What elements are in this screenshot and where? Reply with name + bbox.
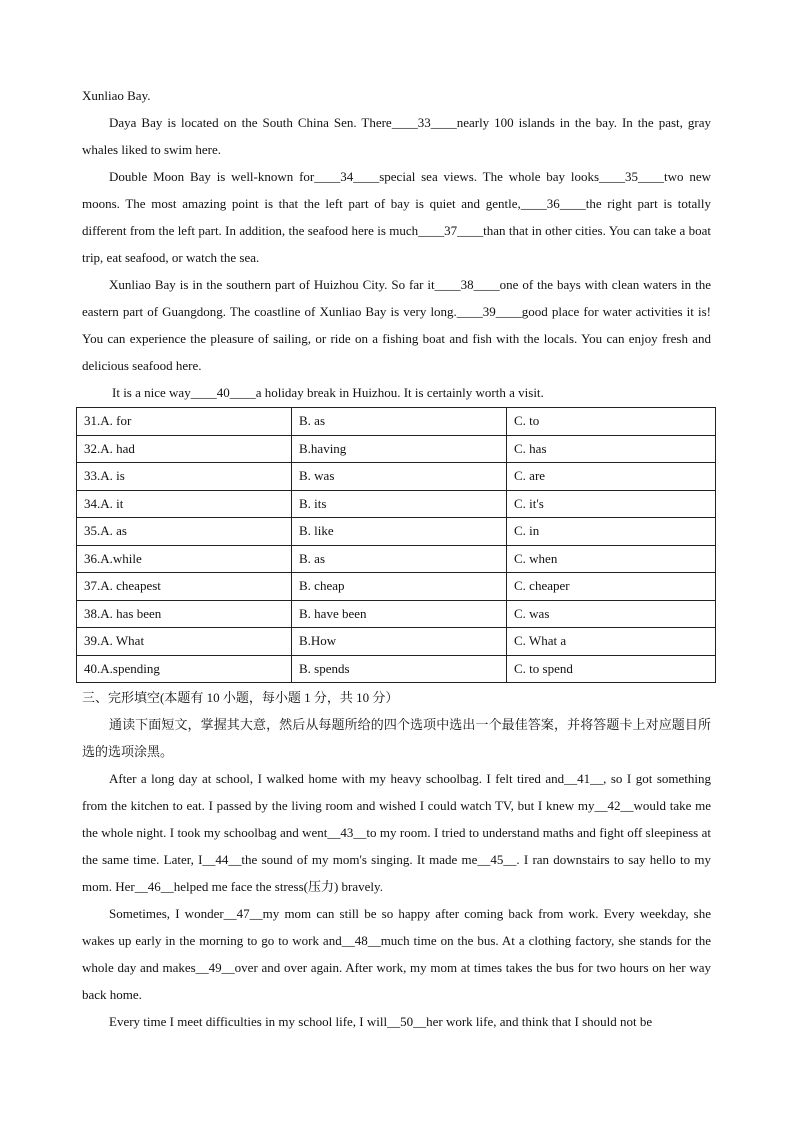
option-cell: B. was xyxy=(292,463,507,491)
options-table xyxy=(76,407,716,683)
option-cell: C. was xyxy=(507,600,716,628)
option-cell: B. its xyxy=(292,490,507,518)
option-cell: 38.A. has been xyxy=(77,600,292,628)
option-cell: B. like xyxy=(292,518,507,546)
table-row xyxy=(77,463,716,491)
option-cell: C. to spend xyxy=(507,655,716,683)
option-cell: C. cheaper xyxy=(507,573,716,601)
passage-paragraph: It is a nice way____40____a holiday break in Huizhou. It is certainly worth a visit. xyxy=(112,385,544,400)
option-cell: 32.A. had xyxy=(77,435,292,463)
option-cell: C. are xyxy=(507,463,716,491)
option-cell: 40.A.spending xyxy=(77,655,292,683)
option-cell: C. to xyxy=(507,408,716,436)
option-cell: C. has xyxy=(507,435,716,463)
option-cell: 39.A. What xyxy=(77,628,292,656)
passage-paragraph: Daya Bay is located on the South China Sen. There____33____nearly 100 islands in the bay. In the past, gray whales liked to swim here. xyxy=(82,115,711,157)
section-instruction: 通读下面短文，掌握其大意，然后从每题所给的四个选项中选出一个最佳答案，并将答题卡上对应题目所选的选项涂黑。 xyxy=(82,717,711,759)
passage-paragraph: Double Moon Bay is well-known for____34____special sea views. The whole bay looks____35____two new moons. The most amazing point is that the left part of bay is quiet and gentle,____36____the right part is totally different from the left part. In addition, the seafood here is much____37____than that in other cities. You can take a boat trip, eat seafood, or watch the sea. xyxy=(82,169,711,265)
passage-paragraph: Sometimes, I wonder__47__my mom can still be so happy after coming back from work. Every weekday, she wakes up early in the morning to go to work and__48__much time on the bus. At a clothing factory, she stands for the whole day and makes__49__over and over again. After work, my mom at times takes the bus for two hours on her way back home. xyxy=(82,906,711,1002)
option-cell: 34.A. it xyxy=(77,490,292,518)
table-row xyxy=(77,573,716,601)
option-cell: B. as xyxy=(292,408,507,436)
option-cell: C. when xyxy=(507,545,716,573)
option-cell: B.having xyxy=(292,435,507,463)
table-row xyxy=(77,408,716,436)
options-table-body xyxy=(77,408,716,683)
option-cell: 33.A. is xyxy=(77,463,292,491)
table-row xyxy=(77,518,716,546)
table-row xyxy=(77,628,716,656)
option-cell: 31.A. for xyxy=(77,408,292,436)
option-cell: B.How xyxy=(292,628,507,656)
option-cell: B. have been xyxy=(292,600,507,628)
table-row xyxy=(77,655,716,683)
option-cell: C. it's xyxy=(507,490,716,518)
passage-paragraph: Xunliao Bay is in the southern part of Huizhou City. So far it____38____one of the bays with clean waters in the eastern part of Guangdong. The coastline of Xunliao Bay is very long.____39____good place for water activities it is! You can experience the pleasure of sailing, or ride on a fishing boat and fish with the locals. You can enjoy fresh and delicious seafood here. xyxy=(82,277,711,373)
option-cell: B. cheap xyxy=(292,573,507,601)
option-cell: B. spends xyxy=(292,655,507,683)
option-cell: C. in xyxy=(507,518,716,546)
option-cell: B. as xyxy=(292,545,507,573)
table-row xyxy=(77,600,716,628)
table-row xyxy=(77,435,716,463)
document-content xyxy=(82,82,711,1035)
option-cell: C. What a xyxy=(507,628,716,656)
passage-paragraph: Xunliao Bay. xyxy=(82,88,151,103)
table-row xyxy=(77,545,716,573)
option-cell: 35.A. as xyxy=(77,518,292,546)
option-cell: 37.A. cheapest xyxy=(77,573,292,601)
passage-paragraph: Every time I meet difficulties in my school life, I will__50__her work life, and think that I should not be xyxy=(109,1014,653,1029)
option-cell: 36.A.while xyxy=(77,545,292,573)
passage-paragraph: After a long day at school, I walked home with my heavy schoolbag. I felt tired and__41__, so I got something from the kitchen to eat. I passed by the living room and wished I could watch TV, but I knew my__42__would take me the whole night. I took my schoolbag and went__43__to my room. I tried to understand maths and fight off sleepiness at the same time. Later, I__44__the sound of my mom's singing. It made me__45__. I ran downstairs to say hello to my mom. Her__46__helped me face the stress(压力) bravely. xyxy=(82,771,711,894)
table-row xyxy=(77,490,716,518)
section-heading: 三、完形填空(本题有 10 小题，每小题 1 分，共 10 分） xyxy=(82,690,399,705)
